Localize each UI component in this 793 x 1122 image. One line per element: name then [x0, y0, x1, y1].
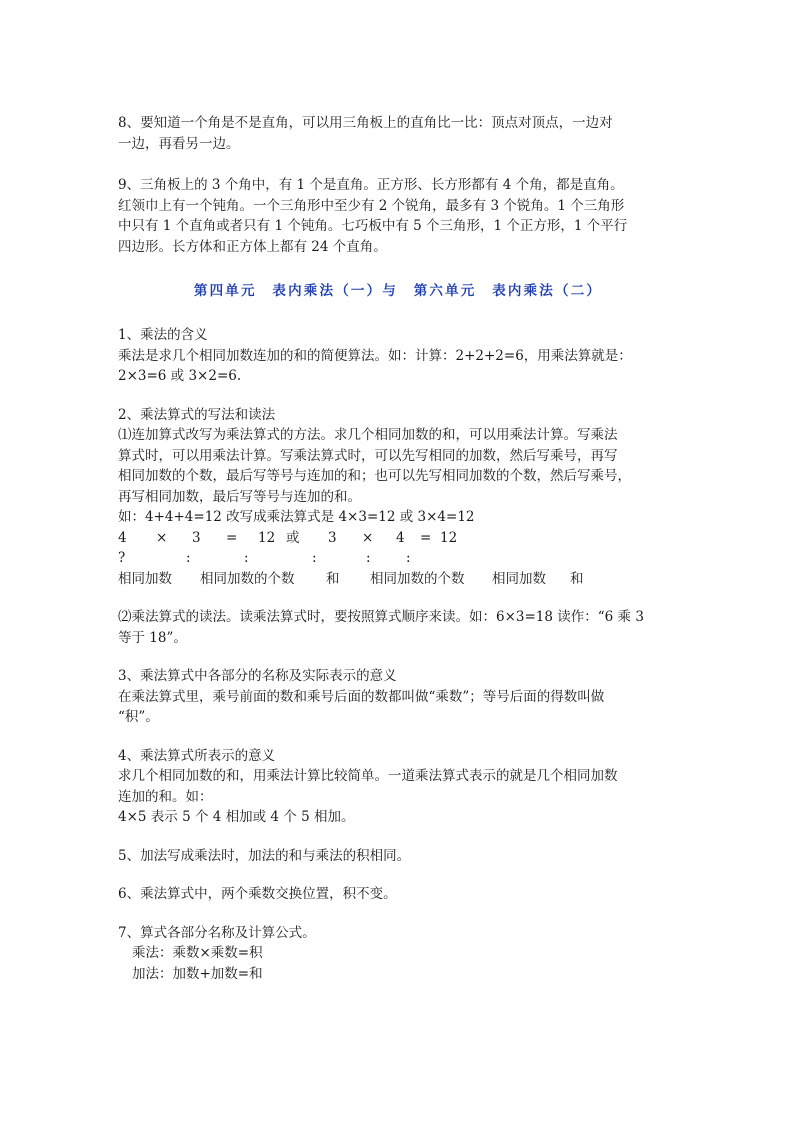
section-title: 2、乘法算式的写法和读法 [118, 406, 276, 423]
example-mark: : [312, 550, 317, 566]
example-label: 和 [570, 570, 584, 587]
example-mark: : [186, 550, 191, 566]
text-line: 算式时，可以用乘法计算。写乘法算式时，可以先写相同的加数，然后写乘号，再写 [118, 447, 618, 464]
example-token: = [420, 529, 432, 546]
text-line: 相同加数的个数，最后写等号与连加的和；也可以先写相同加数的个数，然后写乘号， [118, 468, 631, 484]
text-line: ⑴连加算式改写为乘法算式的方法。求几个相同加数的和，可以用乘法计算。写乘法 [118, 427, 618, 443]
text-line: ⑵乘法算式的读法。读乘法算式时，要按照算式顺序来读。如：6×3=18 读作：“6 乘 3 [118, 609, 644, 625]
text-line: 8、要知道一个角是不是直角，可以用三角板上的直角比一比：顶点对顶点，一边对 [118, 115, 613, 131]
section-title: 7、算式各部分名称及计算公式。 [118, 924, 316, 941]
example-mark: ? [118, 550, 126, 566]
example-label: 相同加数的个数 [200, 570, 295, 587]
text-line: 2×3=6 或 3×2=6. [118, 368, 242, 384]
formula-line: 乘法：乘数×乘数=积 [132, 945, 263, 961]
example-label: 相同加数的个数 [370, 570, 465, 587]
section-title: 4、乘法算式所表示的意义 [118, 747, 276, 764]
text-line: 求几个相同加数的和，用乘法计算比较简单。一道乘法算式表示的就是几个相同加数 [118, 768, 618, 784]
text-line: 四边形。长方体和正方体上都有 24 个直角。 [118, 238, 387, 255]
text-line: 9、三角板上的 3 个角中，有 1 个是直角。正方形、长方形都有 4 个角，都是直角。 [118, 177, 624, 193]
example-label-row [118, 569, 678, 590]
text-line: 4×5 表示 5 个 4 相加或 4 个 5 相加。 [118, 809, 355, 825]
example-token: 4 [396, 529, 405, 546]
text-line: “积”。 [118, 709, 159, 725]
example-token: × [362, 529, 374, 546]
example-mark-row [118, 548, 678, 569]
text-line: 再写相同加数，最后写等号与连加的和。 [118, 488, 361, 505]
example-mark: : [244, 550, 249, 566]
section-title: 3、乘法算式中各部分的名称及实际表示的意义 [118, 668, 397, 684]
example-equation-row [118, 528, 678, 549]
example-token: 3 [192, 529, 201, 546]
formula-line: 加法：加数+加数=和 [132, 965, 263, 982]
example-token: = [226, 529, 238, 546]
example-label: 相同加数 [118, 570, 172, 587]
text-line: 红领巾上有一个钝角。一个三角形中至少有 2 个锐角，最多有 3 个锐角。1 个三角形 [118, 197, 625, 214]
text-line: 一边，再看另一边。 [118, 135, 240, 152]
section-heading: 第四单元 表内乘法（一）与 第六单元 表内乘法（二） [193, 283, 603, 299]
example-token: 3 [328, 529, 337, 546]
section-title: 5、加法写成乘法时，加法的和与乘法的积相同。 [118, 847, 411, 864]
text-line: 中只有 1 个直角或者只有 1 个钝角。七巧板中有 5 个三角形，1 个正方形，1 个平行 [118, 218, 628, 234]
example-label: 和 [326, 570, 340, 587]
example-mark: : [406, 550, 411, 566]
example-token: 12 [258, 529, 276, 546]
example-mark: : [366, 550, 371, 566]
text-line: 如：4+4+4=12 改写成乘法算式是 4×3=12 或 3×4=12 [118, 509, 475, 525]
example-label: 相同加数 [492, 570, 546, 587]
text-line: 等于 18”。 [118, 629, 187, 646]
example-token: × [156, 529, 168, 546]
text-line: 乘法是求几个相同加数连加的和的简便算法。如：计算：2+2+2=6，用乘法算就是： [118, 347, 632, 364]
document-page [118, 113, 678, 984]
example-token: 4 [118, 529, 127, 546]
text-line: 连加的和。如： [118, 788, 213, 805]
example-token: 12 [440, 529, 458, 546]
section-title: 6、乘法算式中，两个乘数交换位置，积不变。 [118, 886, 397, 902]
section-title: 1、乘法的含义 [118, 327, 208, 343]
text-line: 在乘法算式里，乘号前面的数和乘号后面的数都叫做“乘数”；等号后面的得数叫做 [118, 688, 605, 705]
example-token: 或 [286, 529, 300, 546]
